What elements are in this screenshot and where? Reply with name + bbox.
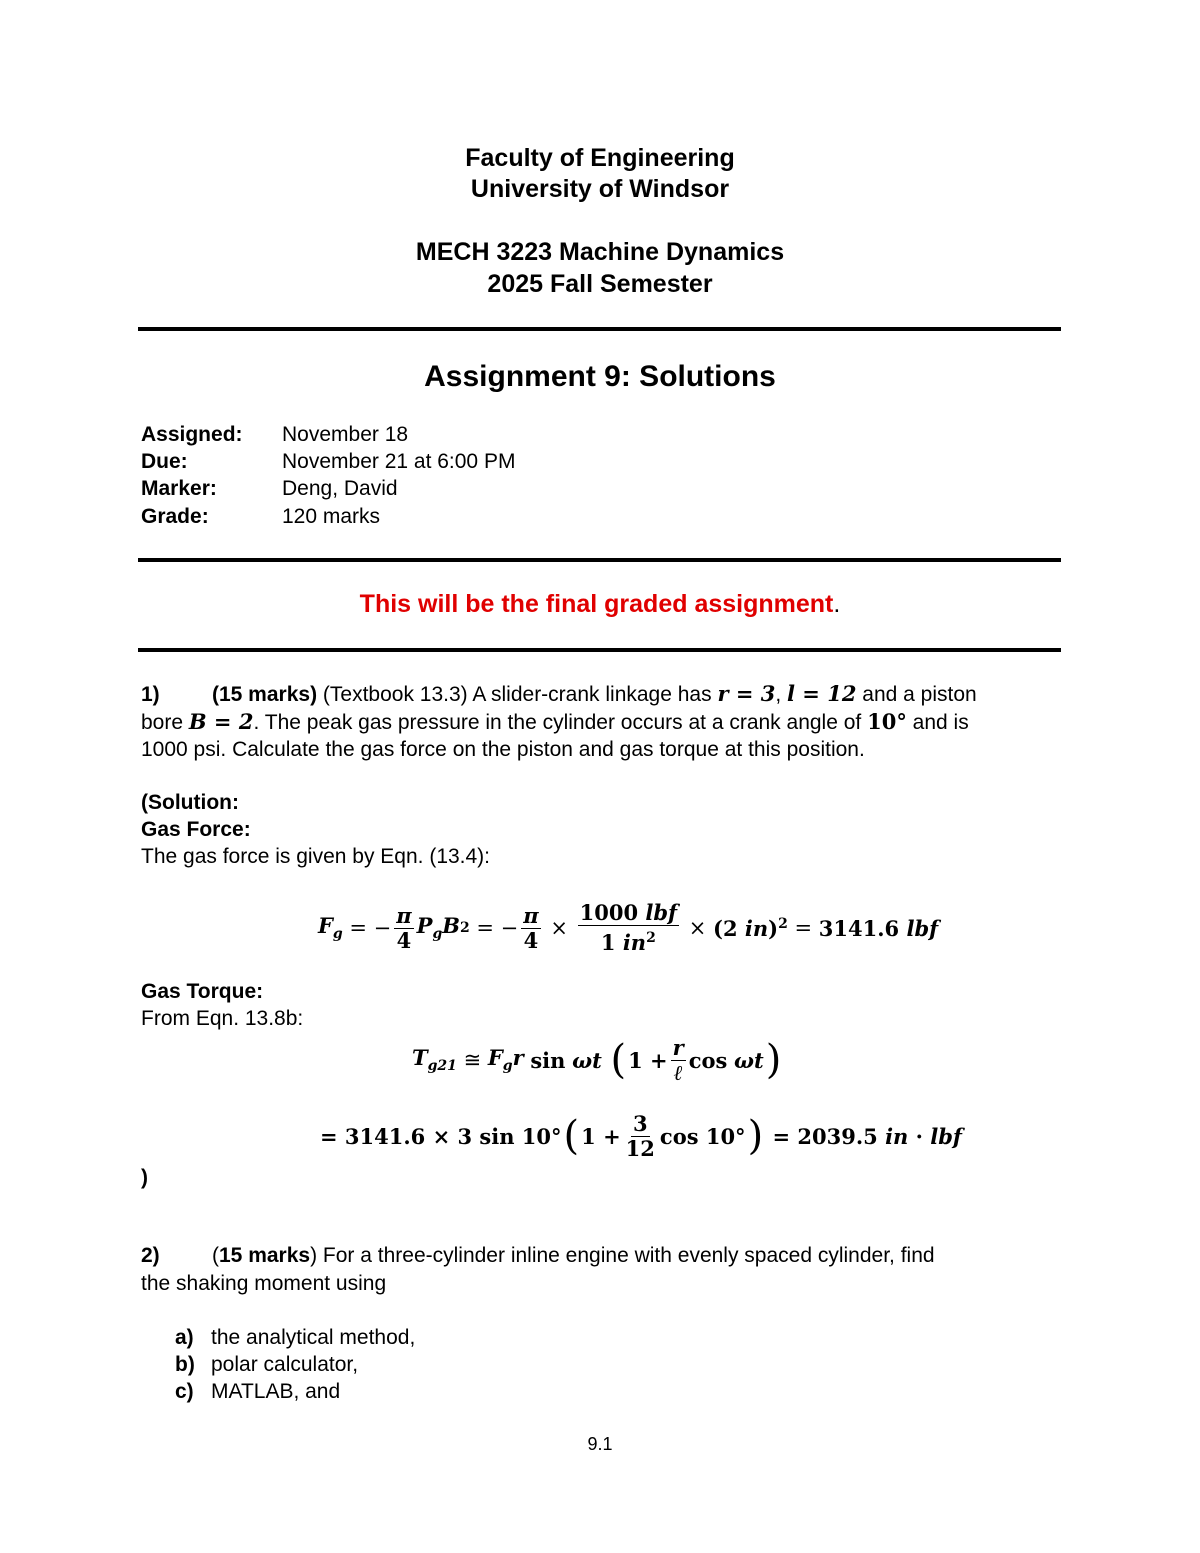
q2-marks-open: (: [212, 1244, 219, 1267]
list-item: [175, 1324, 415, 1352]
q1-text-d: . The peak gas pressure in the cylinder occurs at a crank angle of: [253, 711, 868, 734]
q1-number: 1): [141, 683, 160, 706]
detail-value: 120 marks: [282, 505, 381, 528]
detail-due: [141, 448, 515, 476]
list-item: [175, 1378, 340, 1406]
detail-value: November 21 at 6:00 PM: [282, 450, 516, 473]
divider-middle: [138, 558, 1061, 562]
detail-value: November 18: [282, 423, 409, 446]
q1-line-1: 1) (15 marks) (Textbook 13.3) A slider-crank linkage has r = 3, l = 12 and a piston: [141, 680, 1071, 708]
course-heading: MECH 3223 Machine Dynamics: [415, 238, 785, 266]
gas-force-text: The gas force is given by Eqn. (13.4):: [141, 845, 491, 868]
detail-label: Assigned:: [141, 423, 243, 446]
gas-torque-text: From Eqn. 13.8b:: [141, 1007, 304, 1030]
detail-assigned: [141, 421, 408, 449]
question-2: [141, 1242, 1071, 1298]
page-number: 9.1: [587, 1434, 613, 1454]
gas-force-equation: $F_g$ = − $\frac{\pi}{4}$ $P_gB$ 2 = − $\frac{\pi}{4}$ × $\frac{\text{1000 lbf}}{1 in^2}$ × (2 in)$^2$ = 3141.6 lbf: [318, 900, 939, 955]
q1-line-2: [141, 708, 1071, 736]
list-item-label: a): [175, 1326, 194, 1349]
gas-torque-heading: Gas Torque:: [141, 980, 264, 1003]
q2-line-1: [141, 1242, 1071, 1270]
detail-grade: [141, 503, 380, 531]
list-item-label: b): [175, 1353, 195, 1376]
q1-text-b: and a piston: [856, 683, 977, 706]
detail-label: Due:: [141, 450, 188, 473]
solution-close: ): [141, 1166, 148, 1189]
q2-line-2: the shaking moment using: [141, 1272, 387, 1295]
q1-math-bore: B = 2: [188, 709, 254, 734]
detail-label: Marker:: [141, 477, 217, 500]
q2-number: 2): [141, 1244, 160, 1267]
q1-text-c: bore: [141, 711, 189, 734]
final-assignment-notice: This will be the final graded assignment.: [359, 590, 841, 618]
semester-heading: 2025 Fall Semester: [487, 270, 713, 298]
question-1: [141, 680, 1071, 764]
university-heading: University of Windsor: [470, 175, 730, 203]
detail-value: Deng, David: [282, 477, 398, 500]
divider-bottom: [138, 648, 1061, 652]
solution-open: (Solution:: [141, 791, 239, 814]
list-item-text: polar calculator,: [211, 1353, 359, 1376]
list-item: [175, 1351, 358, 1379]
notice-text: This will be the final graded assignment: [359, 590, 834, 618]
gas-force-heading: Gas Force:: [141, 818, 251, 841]
detail-marker: [141, 475, 398, 503]
detail-label: Grade:: [141, 505, 209, 528]
divider-top: [138, 327, 1061, 331]
q1-marks: (15 marks): [212, 683, 318, 706]
q1-math-angle: 10°: [867, 709, 907, 734]
q1-text-a: (Textbook 13.3) A slider-crank linkage has: [317, 683, 718, 706]
list-item-text: the analytical method,: [211, 1326, 416, 1349]
q2-text-a: For a three-cylinder inline engine with evenly spaced cylinder, find: [317, 1244, 935, 1267]
q2-marks-close: ): [310, 1244, 318, 1267]
list-item-text: MATLAB, and: [211, 1380, 341, 1403]
q2-marks: 15 marks: [219, 1244, 311, 1267]
gas-torque-result-equation: = 3141.6 × 3 sin 10° ( 1 + $\frac{3}{12}$ cos 10° ) = 2039.5 in · lbf: [320, 1110, 962, 1161]
faculty-heading: Faculty of Engineering: [465, 144, 735, 172]
q1-text-e: and is: [906, 711, 969, 734]
q1-line-3: 1000 psi. Calculate the gas force on the piston and gas torque at this position.: [141, 738, 865, 761]
gas-torque-equation: $T_{g21}$ ≅ $F_gr$ sin ωt ( 1 + $\frac{r}{\text{ℓ}}$ cos ωt ): [412, 1034, 782, 1085]
assignment-title: Assignment 9: Solutions: [424, 360, 776, 393]
q1-math-r-l: r = 3: [717, 681, 776, 706]
list-item-label: c): [175, 1380, 194, 1403]
